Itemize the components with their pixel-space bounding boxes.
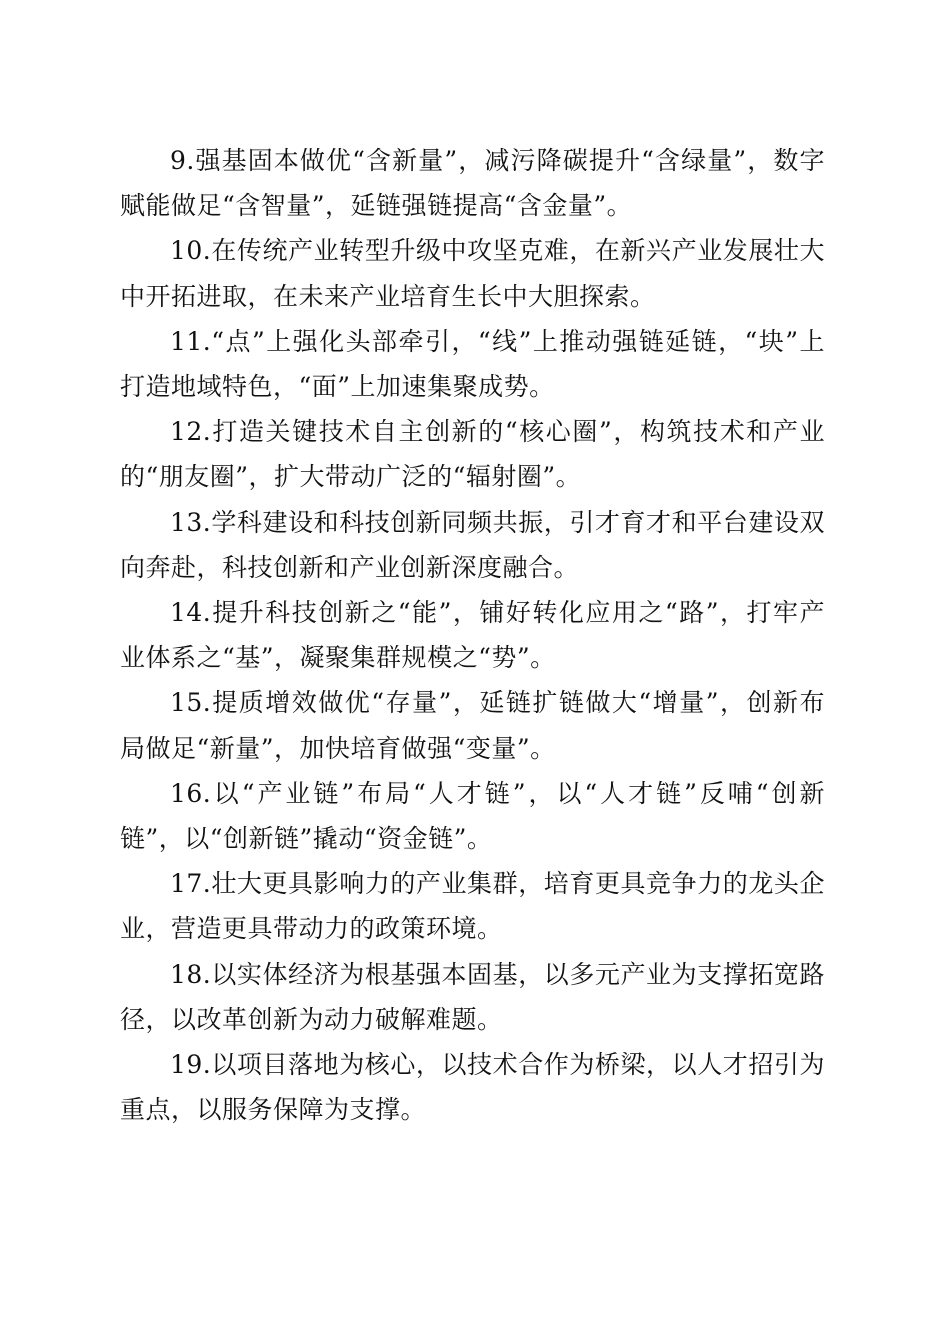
- paragraph-17: 17.壮大更具影响力的产业集群，培育更具竞争力的龙头企业，营造更具带动力的政策环境。: [120, 869, 825, 944]
- paragraph-11: 11.“点”上强化头部牵引，“线”上推动强链延链，“块”上打造地域特色，“面”上加速集聚成势。: [120, 326, 825, 402]
- paragraph-16: 16.以“产业链”布局“人才链”，以“人才链”反哺“创新链”，以“创新链”撬动“资金链”。: [120, 778, 825, 854]
- paragraph-19: 19.以项目落地为核心，以技术合作为桥梁，以人才招引为重点，以服务保障为支撑。: [120, 1050, 825, 1125]
- paragraph-14: 14.提升科技创新之“能”，铺好转化应用之“路”，打牢产业体系之“基”，凝聚集群规模之“势”。: [120, 598, 825, 673]
- paragraph-18: 18.以实体经济为根基强本固基，以多元产业为支撑拓宽路径，以改革创新为动力破解难题。: [120, 959, 825, 1034]
- paragraph-9: 9.强基固本做优“含新量”，减污降碳提升“含绿量”，数字赋能做足“含智量”，延链强链提高“含金量”。: [120, 146, 825, 221]
- paragraph-12: 12.打造关键技术自主创新的“核心圈”，构筑技术和产业的“朋友圈”，扩大带动广泛的“辐射圈”。: [120, 417, 825, 492]
- paragraph-13: 13.学科建设和科技创新同频共振，引才育才和平台建设双向奔赴，科技创新和产业创新深度融合。: [120, 507, 825, 582]
- document-body: [120, 138, 825, 1132]
- paragraph-15: 15.提质增效做优“存量”，延链扩链做大“增量”，创新布局做足“新量”，加快培育做强“变量”。: [120, 688, 825, 763]
- paragraph-10: 10.在传统产业转型升级中攻坚克难，在新兴产业发展壮大中开拓进取，在未来产业培育生长中大胆探索。: [120, 236, 825, 311]
